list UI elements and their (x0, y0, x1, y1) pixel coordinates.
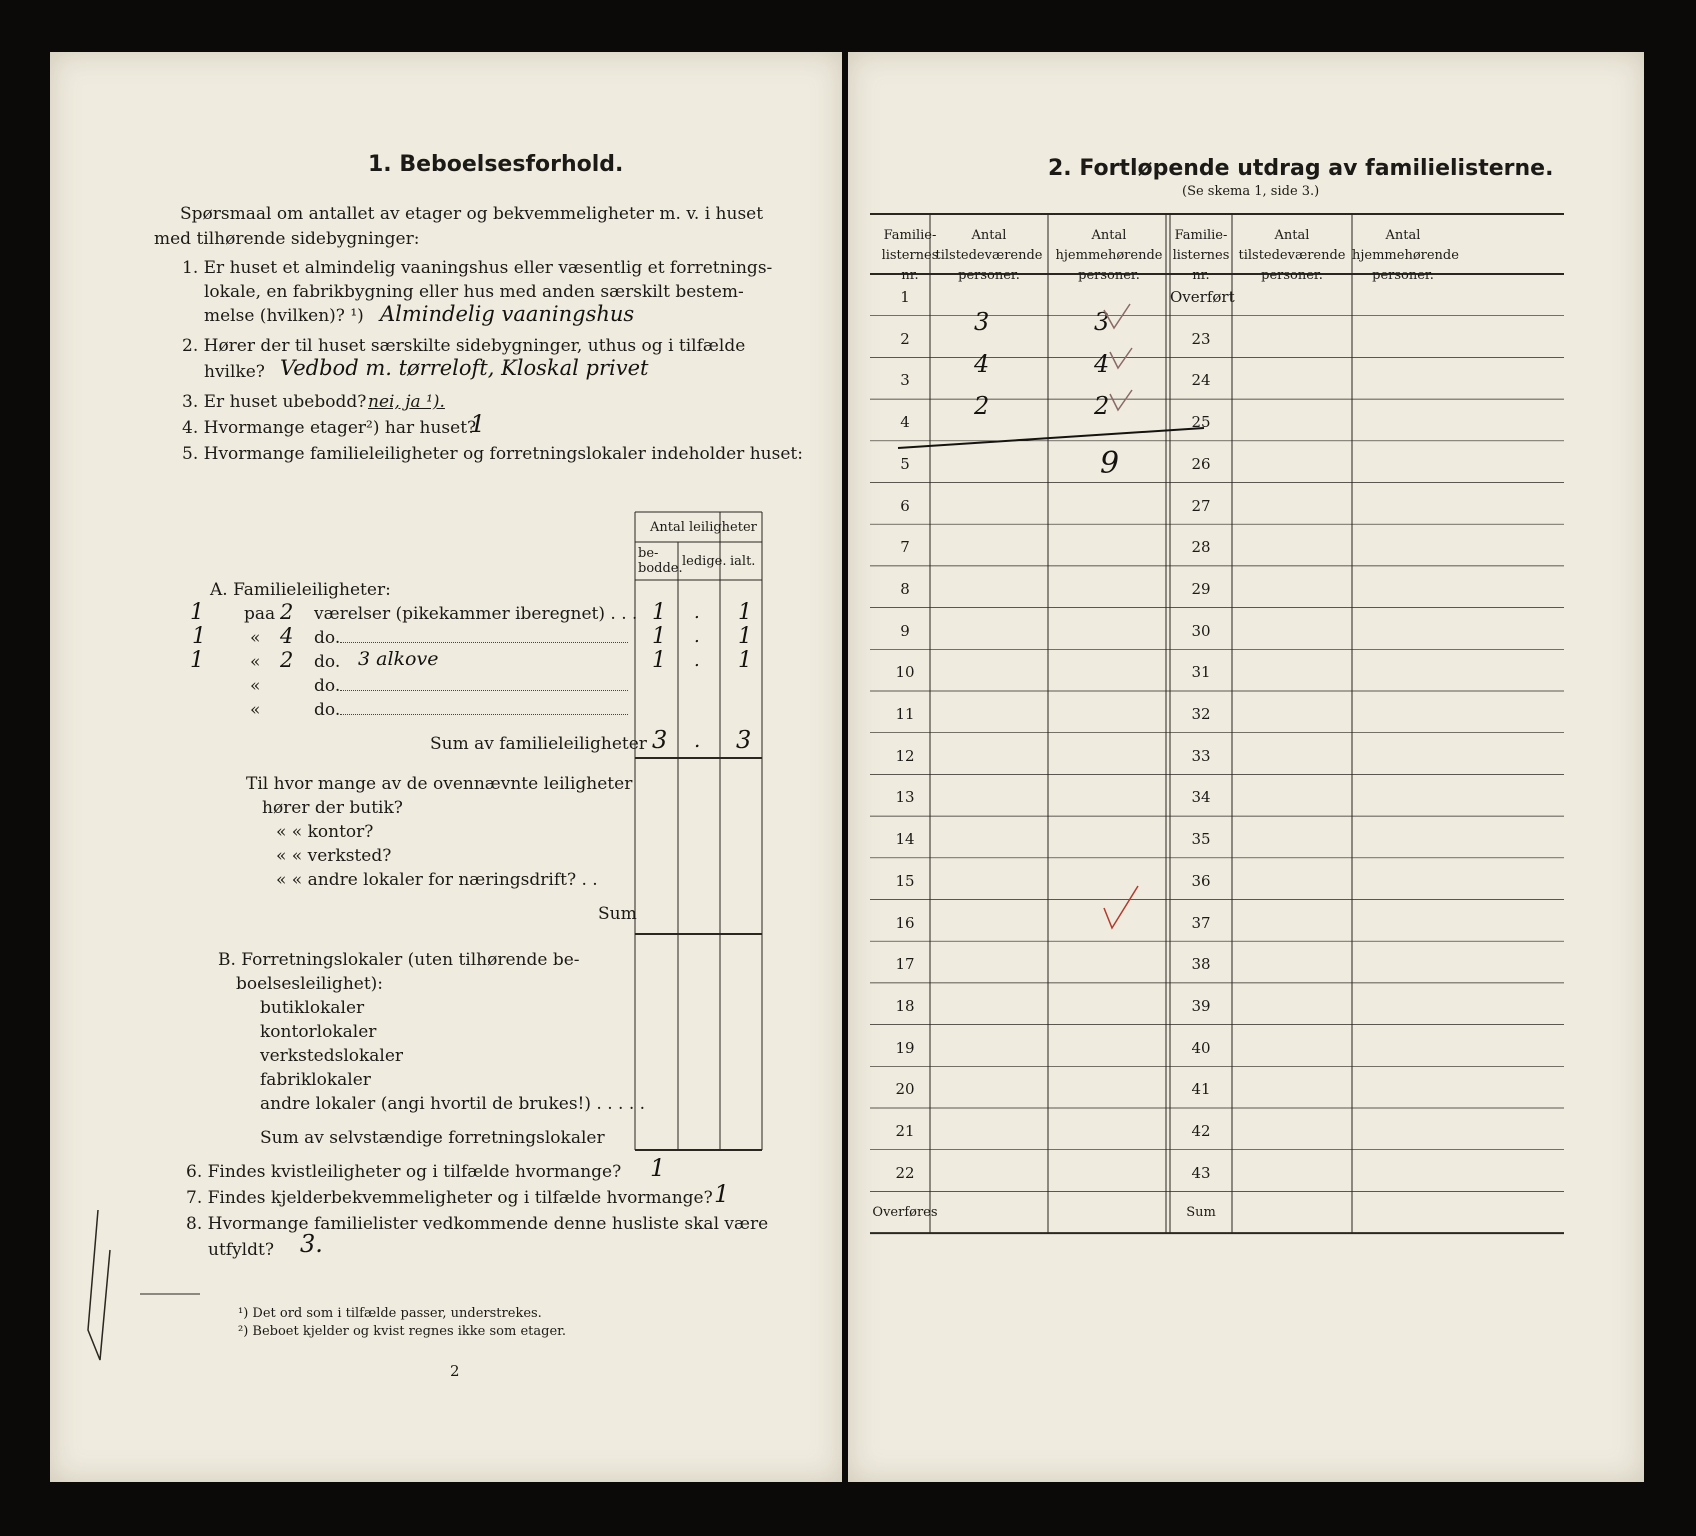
intro-line-1: Spørsmaal om antallet av etager og bekvemmeligheter m. v. i huset (180, 204, 764, 224)
b-row: andre lokaler (angi hvortil de brukes!) . . . . . (260, 1094, 646, 1114)
row-number-right: 42 (1191, 1122, 1211, 1140)
sum-familieleiligheter: Sum av familieleiligheter (430, 734, 647, 754)
q2-answer: Vedbod m. tørreloft, Kloskal privet (280, 356, 649, 380)
row-ledige: . (694, 650, 700, 671)
row-number: 11 (895, 705, 915, 723)
hjemme-value: 2 (1094, 392, 1110, 420)
pencil-mark (80, 1210, 120, 1380)
sum-stroke (898, 428, 1204, 448)
page-subtitle: (Se skema 1, side 3.) (1182, 184, 1320, 199)
page-title: 2. Fortløpende utdrag av familielisterne. (1048, 156, 1554, 181)
row-number: 9 (900, 621, 910, 640)
row-label: værelser (pikekammer iberegnet) . . . (314, 604, 638, 624)
row-number-right: 36 (1191, 871, 1211, 890)
row-number: 2 (900, 329, 910, 348)
table-head: Antal leiligheter (650, 520, 757, 535)
row-number: 15 (895, 871, 915, 890)
footnote-1: ¹) Det ord som i tilfælde passer, understrekes. (238, 1306, 542, 1321)
header-hjemme-2: Antal hjemmehørende personer. (1352, 228, 1459, 283)
row-label: do. (314, 628, 341, 648)
row-rooms: 2 (280, 648, 294, 672)
row-number-right: 38 (1191, 955, 1211, 974)
q6-line: 6. Findes kvistleiligheter og i tilfælde hvormange? (186, 1162, 622, 1182)
left-page (50, 52, 842, 1482)
b-row: butiklokaler (260, 998, 365, 1018)
row-number-right: 28 (1191, 538, 1211, 557)
header-hjemme: Antal hjemmehørende personer. (1055, 228, 1163, 283)
row-bebodde: 1 (652, 600, 666, 625)
margin-mark: 1 (190, 648, 204, 673)
shop-intro: Til hvor mange av de ovennævnte leiligheter (246, 774, 633, 794)
table-row (180, 700, 760, 724)
sum-a-bebodde: 3 (652, 726, 668, 754)
check-mark (1110, 348, 1132, 368)
section-a: A. Familieleiligheter: (210, 580, 391, 600)
row-number: 17 (895, 955, 915, 974)
row-ledige: . (694, 626, 700, 647)
q1-line-1: 1. Er huset et almindelig vaaningshus eller væsentlig et forretnings- (182, 258, 773, 278)
row-number: 18 (895, 996, 915, 1015)
table-row (180, 648, 760, 676)
row-number: 10 (895, 663, 915, 682)
header-tilstede-2: Antal tilstedeværende personer. (1238, 228, 1346, 283)
q2-line-1: 2. Hører der til huset særskilte sidebygninger, uthus og i tilfælde (182, 336, 746, 356)
row-number: 7 (900, 538, 910, 557)
margin-mark: 1 (190, 600, 204, 625)
q5-line: 5. Hvormange familieleiligheter og forretningslokaler indeholder huset: (182, 444, 803, 464)
row-prefix: « (250, 628, 261, 648)
row-label: do. (314, 676, 341, 696)
header-tilstede: Antal tilstedeværende personer. (935, 228, 1043, 283)
b-row: fabriklokaler (260, 1070, 371, 1090)
header-nr-2: Familie- listernes nr. (1172, 228, 1230, 283)
footer-sum: Sum (1186, 1205, 1216, 1221)
q3-options: nei, ja ¹). (368, 392, 445, 412)
q4-line: 4. Hvormange etager²) har huset? (182, 418, 477, 438)
row-bebodde: 1 (652, 648, 666, 673)
row-number: 22 (895, 1163, 915, 1182)
tilstede-value: 2 (974, 392, 990, 420)
row-number-right: 40 (1191, 1038, 1211, 1057)
intro-line-2: med tilhørende sidebygninger: (154, 229, 420, 249)
q6-answer: 1 (650, 1154, 666, 1182)
row-bebodde: 1 (652, 624, 666, 649)
q3-line: 3. Er huset ubebodd? (182, 392, 367, 412)
row-rooms: 2 (280, 600, 294, 624)
row-number: 4 (900, 413, 910, 432)
row-number-right: 35 (1191, 830, 1211, 849)
sum-forretningslokaler: Sum av selvstændige forretningslokaler (260, 1128, 605, 1148)
row-number-right: 27 (1191, 496, 1211, 515)
leiligheter-table-lines (50, 52, 842, 1482)
section-b-line-1: B. Forretningslokaler (uten tilhørende be- (218, 950, 580, 970)
table-row (180, 600, 760, 628)
row-number: 3 (900, 371, 910, 390)
sum-label: Sum (598, 904, 637, 924)
b-row: verkstedslokaler (260, 1046, 404, 1066)
row-number-right: 25 (1191, 413, 1211, 432)
row-number: 6 (900, 496, 910, 515)
row-number-right: 32 (1191, 705, 1211, 723)
row-prefix: paa (244, 604, 276, 624)
shop-row: « « verksted? (276, 846, 392, 866)
row-number-right: 31 (1191, 663, 1211, 682)
row-number-right: 23 (1191, 329, 1211, 348)
hjemme-value: 3 (1094, 308, 1110, 336)
row-number-right: 30 (1191, 621, 1211, 640)
section-b-line-2: boelsesleilighet): (236, 974, 384, 994)
q8-line-1: 8. Hvormange familielister vedkommende denne husliste skal være (186, 1214, 769, 1234)
margin-mark: 1 (192, 624, 206, 649)
q8-line-2: utfyldt? (208, 1240, 274, 1260)
row-rooms: 4 (280, 624, 294, 648)
hjemme-value: 4 (1094, 350, 1110, 378)
q7-line: 7. Findes kjelderbekvemmeligheter og i tilfælde hvormange? (186, 1188, 713, 1208)
check-mark (1110, 390, 1132, 410)
row-number: 20 (895, 1080, 915, 1099)
sum-a-ledige: . (694, 728, 701, 752)
row-number-right: 43 (1191, 1163, 1211, 1182)
row-ialt: 1 (738, 648, 752, 673)
row-number-right: 33 (1191, 746, 1211, 765)
row-number: 19 (895, 1038, 915, 1057)
row-label: do. (314, 652, 341, 672)
col-ledige: ledige. (682, 554, 727, 569)
page-number: 2 (450, 1362, 460, 1380)
q1-line-2: lokale, en fabrikbygning eller hus med anden særskilt bestem- (204, 282, 744, 302)
row-number: 14 (895, 830, 915, 849)
row-ialt: 1 (738, 624, 752, 649)
table-row (180, 676, 760, 700)
row-label: do. (314, 700, 341, 720)
q4-answer: 1 (470, 410, 486, 438)
row-prefix: « (250, 676, 261, 696)
red-check-mark (1104, 886, 1138, 928)
row-number-right: 26 (1191, 454, 1211, 473)
row-number: 13 (895, 788, 915, 807)
tilstede-value: 3 (974, 308, 990, 336)
row-number: 12 (895, 746, 915, 765)
q2-line-2: hvilke? (204, 362, 265, 382)
row-ialt: 1 (738, 600, 752, 625)
row-number-right: 24 (1191, 371, 1211, 390)
row-prefix: « (250, 700, 261, 720)
page-title: 1. Beboelsesforhold. (368, 152, 624, 177)
row-number-right: 41 (1191, 1080, 1211, 1099)
row-extra: 3 alkove (358, 648, 439, 670)
right-page (848, 52, 1644, 1482)
b-row: kontorlokaler (260, 1022, 377, 1042)
row-number-right: 29 (1191, 579, 1211, 598)
q1-answer: Almindelig vaaningshus (380, 302, 635, 326)
check-mark (1104, 304, 1130, 328)
row-number: 5 (900, 454, 910, 473)
row-number-right: 37 (1191, 913, 1211, 932)
header-nr: Familie- listernes nr. (881, 228, 939, 283)
sum-a-ialt: 3 (736, 726, 752, 754)
row-number: 8 (900, 579, 910, 598)
shop-row: hører der butik? (262, 798, 403, 818)
row-number: 1 (900, 288, 910, 306)
footnote-2: ²) Beboet kjelder og kvist regnes ikke som etager. (238, 1324, 567, 1339)
row-prefix: « (250, 652, 261, 672)
footer-overfores: Overføres (872, 1205, 938, 1221)
tilstede-value: 4 (974, 350, 990, 378)
col-bebodde: be- bodde. (638, 546, 683, 576)
row-number: 16 (895, 913, 915, 932)
shop-row: « « kontor? (276, 822, 374, 842)
hjemme-total: 9 (1100, 446, 1120, 481)
row-number: 21 (895, 1122, 915, 1140)
q7-answer: 1 (714, 1180, 730, 1208)
row-number-right: 34 (1191, 788, 1211, 807)
row-number-right: 39 (1191, 996, 1211, 1015)
annotation-marks (848, 52, 1644, 1482)
col-ialt: ialt. (730, 554, 756, 569)
shop-row: « « andre lokaler for næringsdrift? . . (276, 870, 598, 890)
table-row (180, 624, 760, 652)
q1-line-3: melse (hvilken)? ¹) (204, 306, 364, 326)
q8-answer: 3. (300, 1230, 323, 1258)
row-number-right: Overført (1170, 288, 1235, 306)
row-ledige: . (694, 602, 700, 623)
